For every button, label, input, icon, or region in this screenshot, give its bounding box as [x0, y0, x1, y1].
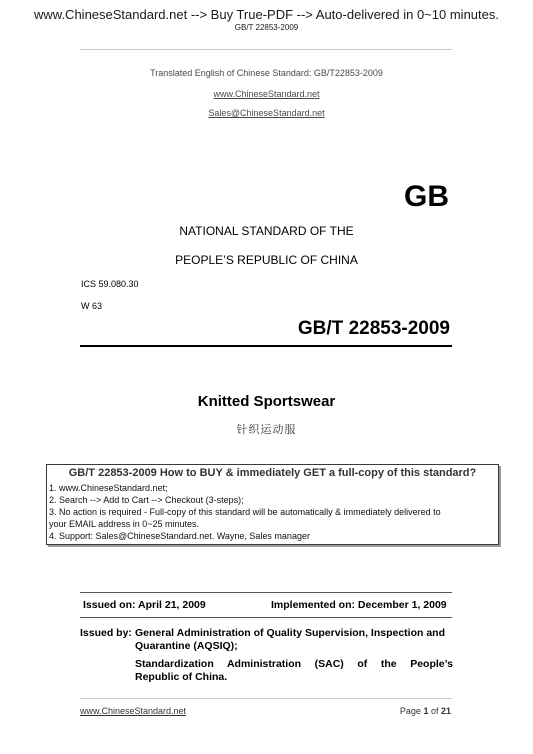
header-divider — [80, 49, 452, 50]
buy-box-title: GB/T 22853-2009 How to BUY & immediately GET a full-copy of this standard? — [68, 467, 477, 479]
buy-step-4[interactable]: 4. Support: Sales@ChineseStandard.net. Wayne, Sales manager — [49, 531, 310, 541]
issuer-1-line-1: General Administration of Quality Supervision, Inspection and — [135, 627, 445, 639]
standard-code-rule — [80, 345, 452, 347]
top-banner: www.ChineseStandard.net --> Buy True-PDF --> Auto-delivered in 0~10 minutes. — [34, 7, 499, 22]
ics-code: ICS 59.080.30 — [81, 279, 139, 289]
page-number: 1 — [423, 706, 429, 716]
buy-step-2: 2. Search --> Add to Cart --> Checkout (3-steps); — [49, 495, 244, 505]
page-prefix: Page — [399, 706, 424, 716]
buy-step-1[interactable]: 1. www.ChineseStandard.net; — [49, 483, 168, 493]
issuer-2-line-2: Republic of China. — [135, 671, 228, 683]
buy-step-3-cont: your EMAIL address in 0~25 minutes. — [49, 519, 199, 529]
footer-website-link[interactable] — [80, 706, 186, 717]
header-website-text[interactable]: www.ChineseStandard.net — [213, 89, 320, 99]
header-doc-code: GB/T 22853-2009 — [234, 23, 299, 32]
header-email-text[interactable]: Sales@ChineseStandard.net — [208, 108, 325, 118]
page-total: 21 — [440, 706, 451, 716]
footer-divider — [80, 698, 452, 699]
standard-code: GB/T 22853-2009 — [297, 318, 450, 339]
implemented-on-date: Implemented on: December 1, 2009 — [271, 599, 447, 611]
issued-on-date: Issued on: April 21, 2009 — [83, 599, 206, 611]
dates-top-divider — [80, 592, 452, 593]
page-of: of — [428, 706, 441, 716]
footer-website-text[interactable]: www.ChineseStandard.net — [80, 706, 187, 716]
issued-by-label: Issued by: — [80, 627, 132, 639]
dates-bottom-divider — [80, 617, 452, 618]
page-indicator — [400, 706, 451, 717]
national-line-2: PEOPLE’S REPUBLIC OF CHINA — [175, 253, 358, 267]
w-code: W 63 — [81, 301, 103, 311]
gb-mark: GB — [404, 180, 449, 213]
header-email-link[interactable] — [0, 108, 533, 119]
standard-title-chinese: 针织运动服 — [236, 424, 297, 436]
issuer-2-line-1: Standardization Administration (SAC) of the People’s — [135, 658, 453, 670]
buy-step-3: 3. No action is required - Full-copy of this standard will be automatically & immediately delivered to — [49, 507, 441, 517]
national-line-1: NATIONAL STANDARD OF THE — [179, 224, 354, 238]
buy-instructions-box — [46, 464, 499, 545]
header-website-link[interactable] — [0, 89, 533, 100]
standard-title: Knitted Sportswear — [197, 393, 336, 410]
issuer-1-line-2: Quarantine (AQSIQ); — [135, 640, 238, 652]
translated-line: Translated English of Chinese Standard: GB/T22853-2009 — [150, 68, 383, 78]
